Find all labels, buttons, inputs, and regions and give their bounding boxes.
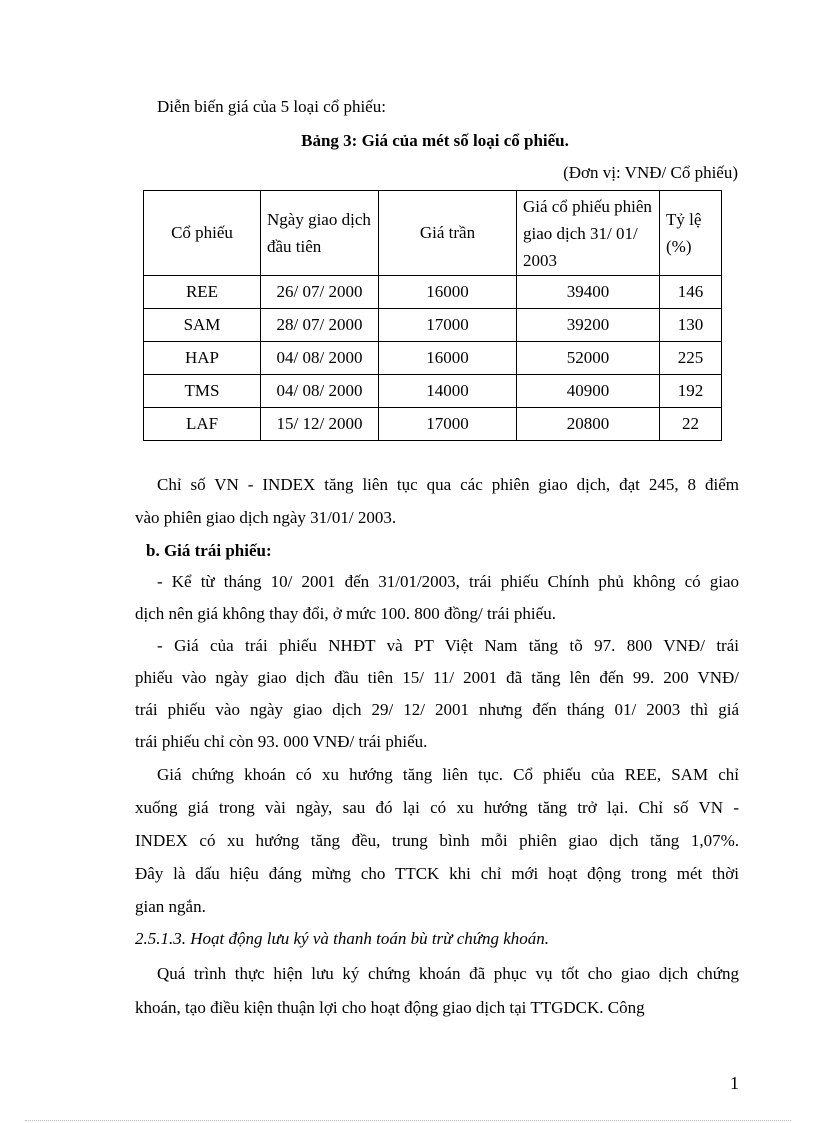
body-line: Chỉ số VN - INDEX tăng liên tục qua các phiên giao dịch, đạt 245, 8 điểm xyxy=(157,475,739,494)
section-heading: b. Giá trái phiếu: xyxy=(146,541,272,560)
cell-date: 04/ 08/ 2000 xyxy=(261,375,379,408)
table-row xyxy=(144,276,722,309)
cell-price: 52000 xyxy=(517,342,660,375)
table-row xyxy=(144,375,722,408)
cell-stock: REE xyxy=(144,276,261,309)
body-line: Quá trình thực hiện lưu ký chứng khoán đã phục vụ tốt cho giao dịch chứng xyxy=(157,964,739,983)
cell-ceiling: 17000 xyxy=(379,408,517,441)
body-line: khoán, tạo điều kiện thuận lợi cho hoạt động giao dịch tại TTGDCK. Công xyxy=(135,998,645,1017)
body-line: INDEX có xu hướng tăng đều, trung bình mỗi phiên giao dịch tăng 1,07%. xyxy=(135,831,739,850)
cell-price: 20800 xyxy=(517,408,660,441)
page-number: 1 xyxy=(730,1073,739,1093)
header-ratio: Tỷ lệ (%) xyxy=(660,191,722,276)
cell-ratio: 130 xyxy=(660,309,722,342)
cell-ceiling: 16000 xyxy=(379,276,517,309)
header-ceiling-price: Giá trần xyxy=(379,191,517,276)
cell-date: 04/ 08/ 2000 xyxy=(261,342,379,375)
body-line: gian ngắn. xyxy=(135,897,206,916)
stock-price-table xyxy=(143,190,722,441)
cell-stock: TMS xyxy=(144,375,261,408)
cell-stock: SAM xyxy=(144,309,261,342)
cell-price: 40900 xyxy=(517,375,660,408)
table-unit: (Đơn vị: VNĐ/ Cổ phiếu) xyxy=(563,163,738,182)
body-line: Đây là dấu hiệu đáng mừng cho TTCK khi chỉ mới hoạt động trong mét thời xyxy=(135,864,739,883)
intro-text: Diễn biến giá của 5 loại cổ phiếu: xyxy=(157,97,386,116)
header-first-trade-date: Ngày giao dịch đầu tiên xyxy=(261,191,379,276)
cell-ceiling: 14000 xyxy=(379,375,517,408)
cell-ceiling: 17000 xyxy=(379,309,517,342)
cell-ceiling: 16000 xyxy=(379,342,517,375)
table-row xyxy=(144,309,722,342)
table-header-row xyxy=(144,191,722,276)
cell-date: 15/ 12/ 2000 xyxy=(261,408,379,441)
body-line: trái phiếu chỉ còn 93. 000 VNĐ/ trái phiếu. xyxy=(135,732,428,751)
body-line: Giá chứng khoán có xu hướng tăng liên tục. Cổ phiếu của REE, SAM chỉ xyxy=(157,765,739,784)
body-line: trái phiếu vào ngày giao dịch 29/ 12/ 2001 nhưng đến tháng 01/ 2003 thì giá xyxy=(135,700,739,719)
body-line: vào phiên giao dịch ngày 31/01/ 2003. xyxy=(135,508,397,527)
body-line: - Giá của trái phiếu NHĐT và PT Việt Nam tăng tõ 97. 800 VNĐ/ trái xyxy=(157,636,739,655)
body-line: dịch nên giá không thay đổi, ở mức 100. 800 đồng/ trái phiếu. xyxy=(135,604,556,623)
page-bottom-rule xyxy=(25,1120,791,1121)
header-price-session: Giá cổ phiếu phiên giao dịch 31/ 01/ 2003 xyxy=(517,191,660,276)
cell-date: 28/ 07/ 2000 xyxy=(261,309,379,342)
cell-ratio: 146 xyxy=(660,276,722,309)
cell-ratio: 192 xyxy=(660,375,722,408)
subsection-heading: 2.5.1.3. Hoạt động lưu ký và thanh toán bù trừ chứng khoán. xyxy=(135,929,550,948)
header-stock: Cổ phiếu xyxy=(144,191,261,276)
body-line: xuống giá trong vài ngày, sau đó lại có xu hướng tăng trở lại. Chỉ số VN - xyxy=(135,798,739,817)
table-row xyxy=(144,342,722,375)
cell-price: 39200 xyxy=(517,309,660,342)
body-line: phiếu vào ngày giao dịch đầu tiên 15/ 11/ 2001 đã tăng lên đến 99. 200 VNĐ/ xyxy=(135,668,739,687)
cell-stock: HAP xyxy=(144,342,261,375)
cell-price: 39400 xyxy=(517,276,660,309)
table-row xyxy=(144,408,722,441)
body-line: - Kể từ tháng 10/ 2001 đến 31/01/2003, trái phiếu Chính phủ không có giao xyxy=(157,572,739,591)
cell-stock: LAF xyxy=(144,408,261,441)
cell-ratio: 22 xyxy=(660,408,722,441)
table-title: Bảng 3: Giá của mét số loại cổ phiếu. xyxy=(301,131,569,150)
cell-ratio: 225 xyxy=(660,342,722,375)
cell-date: 26/ 07/ 2000 xyxy=(261,276,379,309)
